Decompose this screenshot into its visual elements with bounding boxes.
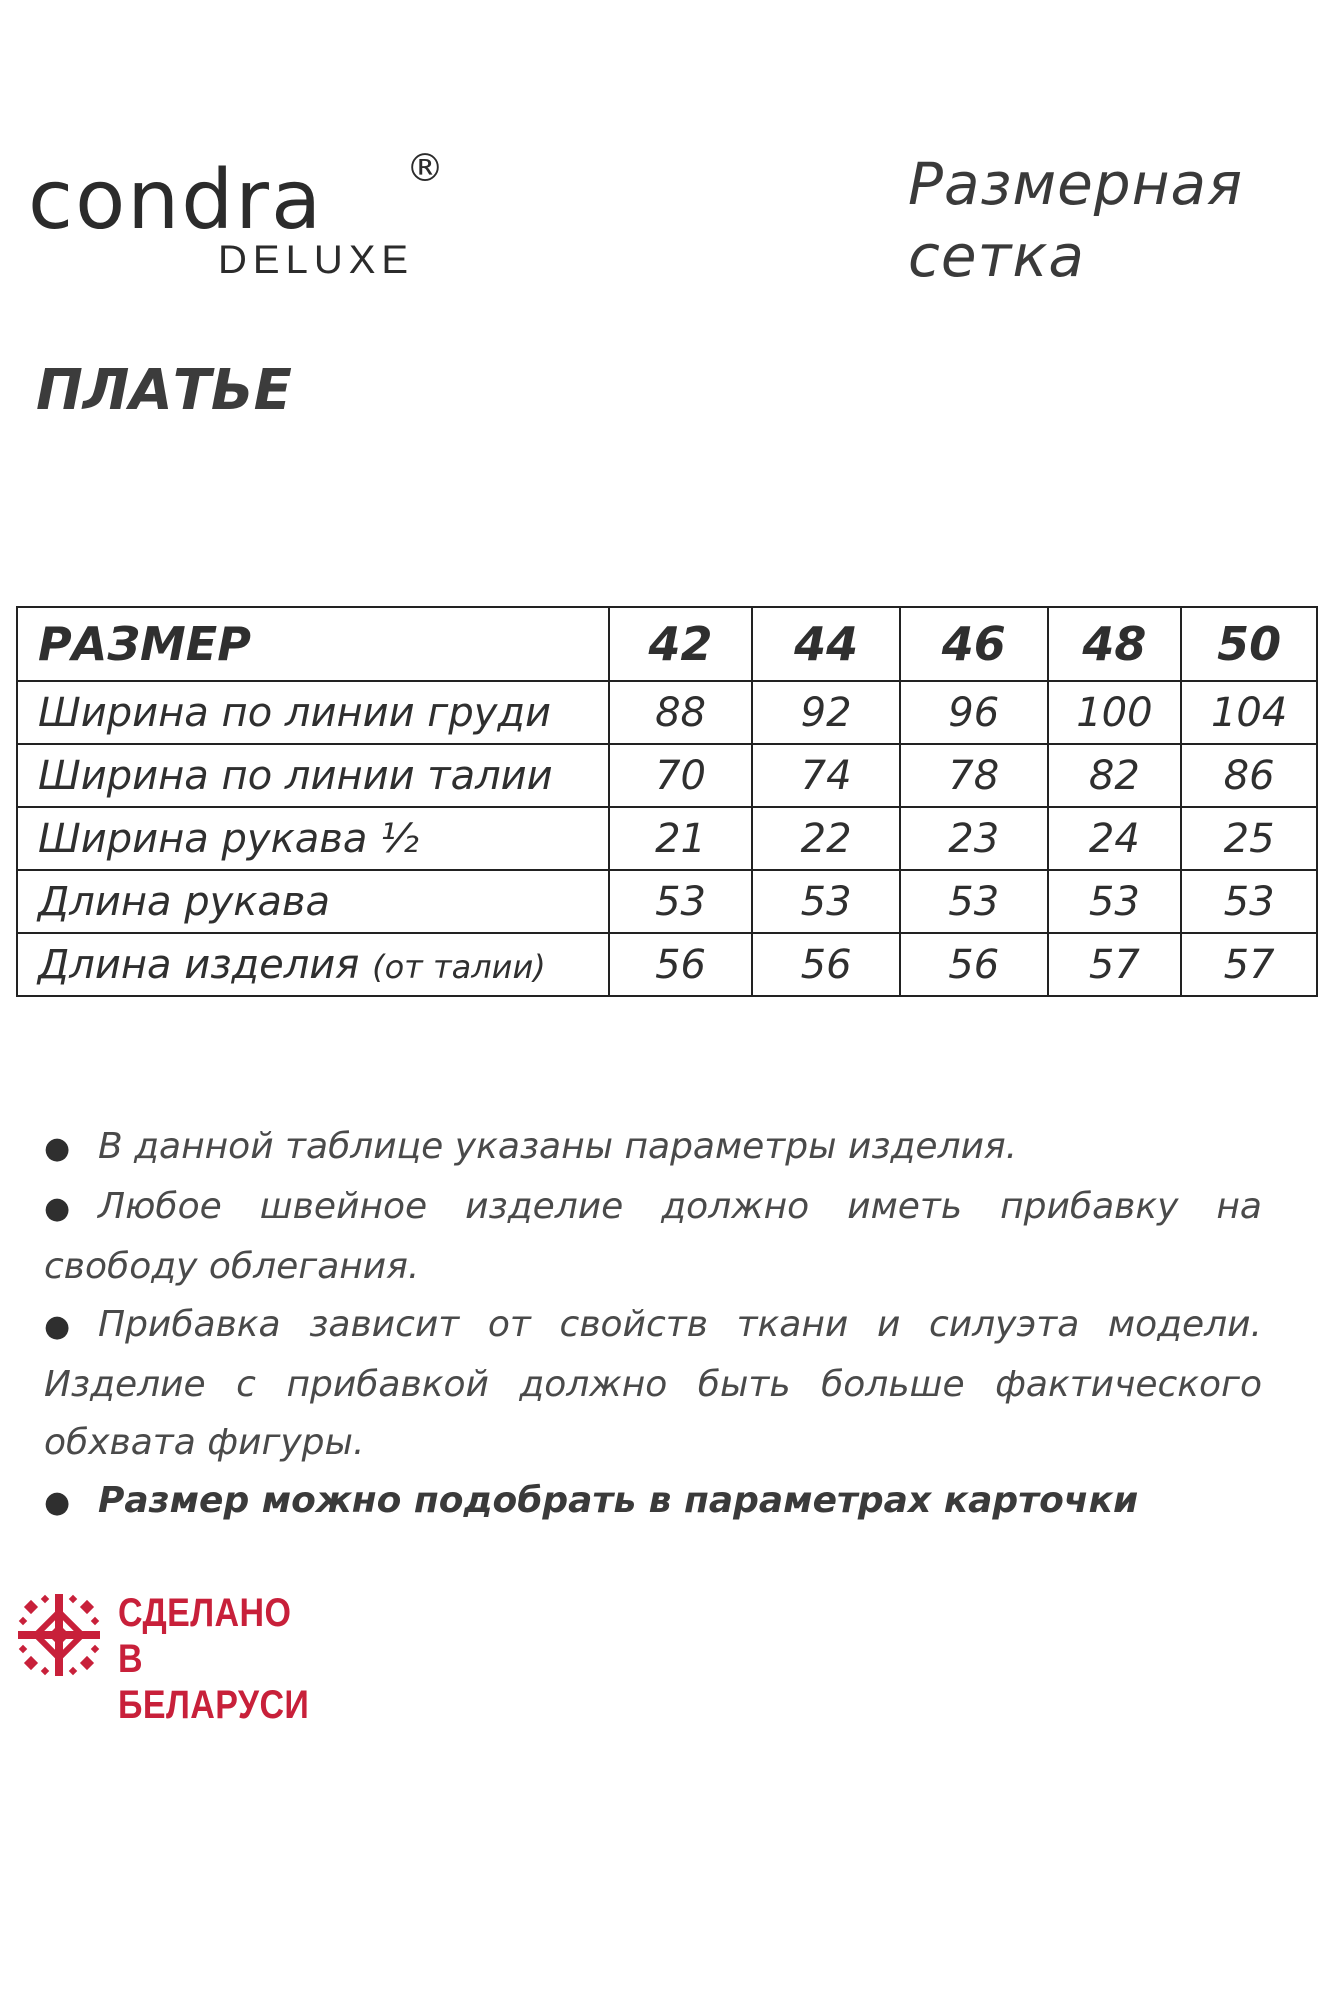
table-header-row — [17, 607, 1317, 681]
cell-value: 74 — [752, 744, 900, 807]
cell-value: 82 — [1048, 744, 1182, 807]
notes-list — [44, 1118, 1262, 1532]
cell-value: 57 — [1048, 933, 1182, 996]
page-heading — [908, 148, 1243, 292]
row-label: Ширина рукава ½ — [17, 807, 609, 870]
note-text: Размер можно подобрать в параметрах карточки — [98, 1480, 1139, 1521]
cell-value: 53 — [900, 870, 1048, 933]
heading-line-1: Размерная — [908, 150, 1243, 218]
header-label: РАЗМЕР — [17, 607, 609, 681]
table-row — [17, 870, 1317, 933]
cell-value: 86 — [1181, 744, 1317, 807]
row-label — [17, 933, 609, 996]
cell-value: 53 — [1181, 870, 1317, 933]
size-header: 46 — [900, 607, 1048, 681]
cell-value: 104 — [1181, 681, 1317, 744]
cell-value: 56 — [900, 933, 1048, 996]
size-header: 48 — [1048, 607, 1182, 681]
note-text: Любое швейное изделие должно иметь прибавку на свободу облегания. — [44, 1186, 1262, 1287]
made-in-belarus-badge — [14, 1590, 344, 1727]
cell-value: 96 — [900, 681, 1048, 744]
cell-value: 92 — [752, 681, 900, 744]
note-text: Прибавка зависит от свойств ткани и силуэта модели. Изделие с прибавкой должно быть больше фактического обхвата фигуры. — [44, 1304, 1262, 1463]
table-row — [17, 681, 1317, 744]
list-item — [44, 1296, 1262, 1472]
row-label-text: Длина изделия — [38, 941, 360, 988]
badge-line-2: В БЕЛАРУСИ — [118, 1637, 310, 1727]
list-item — [44, 1178, 1262, 1296]
table-row — [17, 807, 1317, 870]
cell-value: 53 — [1048, 870, 1182, 933]
cell-value: 22 — [752, 807, 900, 870]
product-title: ПЛАТЬЕ — [36, 358, 292, 423]
row-label-note: (от талии) — [372, 947, 546, 986]
cell-value: 100 — [1048, 681, 1182, 744]
cell-value: 21 — [609, 807, 753, 870]
cell-value: 24 — [1048, 807, 1182, 870]
cell-value: 23 — [900, 807, 1048, 870]
bullet-icon: ● — [44, 1309, 71, 1344]
cell-value: 88 — [609, 681, 753, 744]
cell-value: 25 — [1181, 807, 1317, 870]
note-text: В данной таблице указаны параметры изделия. — [98, 1126, 1018, 1167]
cell-value: 56 — [609, 933, 753, 996]
row-label: Ширина по линии талии — [17, 744, 609, 807]
badge-line-1: СДЕЛАНО — [118, 1591, 292, 1635]
size-header: 50 — [1181, 607, 1317, 681]
size-header: 44 — [752, 607, 900, 681]
list-item — [44, 1118, 1262, 1178]
badge-text — [118, 1590, 310, 1728]
table-row — [17, 744, 1317, 807]
bullet-icon: ● — [44, 1485, 71, 1520]
row-label: Ширина по линии груди — [17, 681, 609, 744]
brand-logo — [28, 146, 448, 282]
cell-value: 56 — [752, 933, 900, 996]
brand-sub: DELUXE — [218, 238, 415, 282]
ornament-icon — [14, 1590, 104, 1680]
size-header: 42 — [609, 607, 753, 681]
cell-value: 53 — [752, 870, 900, 933]
cell-value: 53 — [609, 870, 753, 933]
bullet-icon: ● — [44, 1131, 71, 1166]
cell-value: 70 — [609, 744, 753, 807]
size-table — [16, 606, 1318, 997]
list-item — [44, 1472, 1262, 1532]
cell-value: 78 — [900, 744, 1048, 807]
brand-name: condra — [28, 153, 324, 248]
heading-line-2: сетка — [908, 222, 1085, 290]
registered-mark: ® — [406, 146, 444, 190]
bullet-icon: ● — [44, 1191, 71, 1226]
cell-value: 57 — [1181, 933, 1317, 996]
table-row — [17, 933, 1317, 996]
row-label: Длина рукава — [17, 870, 609, 933]
